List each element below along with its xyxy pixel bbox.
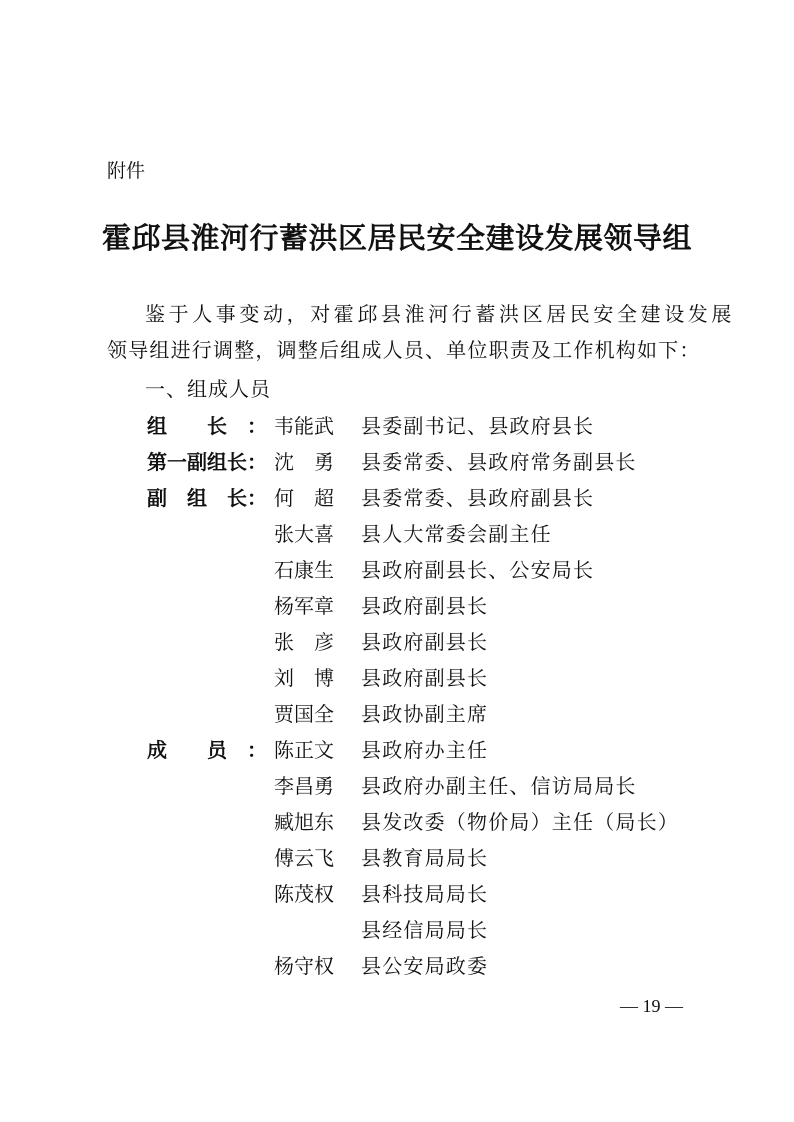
page-number: — 19 — bbox=[620, 996, 683, 1016]
member-name: 张 彦 bbox=[274, 630, 334, 654]
role-colon: ： bbox=[247, 414, 267, 438]
member-name: 石康生 bbox=[274, 558, 334, 582]
member-position: 县政府办副主任、信访局局长 bbox=[361, 774, 637, 798]
intro-paragraph-line-2: 领导组进行调整，调整后组成人员、单位职责及工作机构如下： bbox=[107, 338, 701, 362]
member-position: 县政协副主席 bbox=[361, 702, 489, 726]
member-position: 县公安局政委 bbox=[361, 954, 489, 978]
section-heading: 一、组成人员 bbox=[145, 377, 271, 401]
member-position: 县政府办主任 bbox=[361, 738, 489, 762]
member-position: 县发改委（物价局）主任（局长） bbox=[361, 810, 679, 834]
member-position: 县委副书记、县政府县长 bbox=[361, 414, 595, 438]
member-name: 臧旭东 bbox=[274, 810, 334, 834]
role-label-leader: 组 长 bbox=[147, 414, 227, 438]
member-name: 陈茂权 bbox=[274, 882, 334, 906]
role-label-member: 成 员 bbox=[147, 738, 227, 762]
member-position: 县科技局局长 bbox=[361, 882, 489, 906]
member-position: 县政府副县长 bbox=[361, 630, 489, 654]
role-colon: ： bbox=[247, 738, 267, 762]
member-name: 韦能武 bbox=[274, 414, 334, 438]
attachment-label: 附件 bbox=[107, 160, 146, 182]
document-title: 霍邱县淮河行蓄洪区居民安全建设发展领导组 bbox=[101, 221, 692, 255]
role-label-first-deputy: 第一副组长 bbox=[147, 450, 247, 474]
intro-paragraph-line-1: 鉴于人事变动，对霍邱县淮河行蓄洪区居民安全建设发展 bbox=[145, 302, 735, 326]
member-name: 李昌勇 bbox=[274, 774, 334, 798]
member-position: 县委常委、县政府副县长 bbox=[361, 486, 595, 510]
member-position: 县政府副县长、公安局长 bbox=[361, 558, 595, 582]
member-name: 杨军章 bbox=[274, 594, 334, 618]
role-colon: ： bbox=[247, 486, 267, 510]
member-name: 刘 博 bbox=[274, 666, 334, 690]
member-position: 县政府副县长 bbox=[361, 594, 489, 618]
member-position: 县委常委、县政府常务副县长 bbox=[361, 450, 637, 474]
member-position: 县教育局局长 bbox=[361, 846, 489, 870]
role-colon: ： bbox=[247, 450, 267, 474]
member-name: 何 超 bbox=[274, 486, 334, 510]
member-name: 傅云飞 bbox=[274, 846, 334, 870]
member-name: 杨守权 bbox=[274, 954, 334, 978]
member-position: 县政府副县长 bbox=[361, 666, 489, 690]
member-position: 县人大常委会副主任 bbox=[361, 522, 552, 546]
member-name: 贾国全 bbox=[274, 702, 334, 726]
member-position: 县经信局局长 bbox=[361, 918, 489, 942]
member-name: 沈 勇 bbox=[274, 450, 334, 474]
member-name: 陈正文 bbox=[274, 738, 334, 762]
member-name: 张大喜 bbox=[274, 522, 334, 546]
role-label-deputy: 副 组 长 bbox=[147, 486, 247, 510]
